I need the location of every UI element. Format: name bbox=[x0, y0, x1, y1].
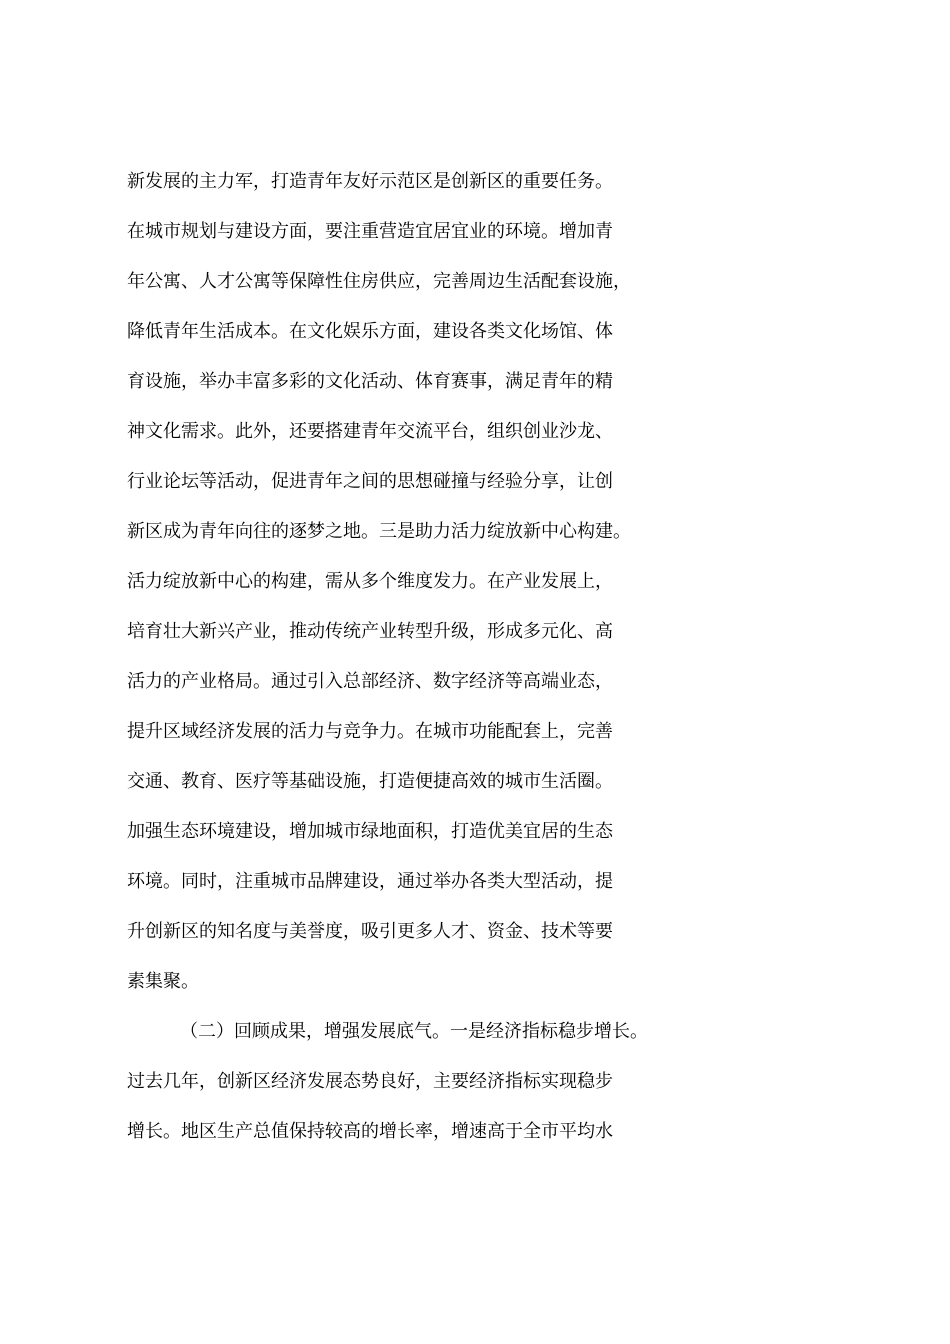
text-line: 育设施，举办丰富多彩的文化活动、体育赛事，满足青年的精 bbox=[127, 371, 613, 392]
text-line: 交通、教育、医疗等基础设施，打造便捷高效的城市生活圈。 bbox=[127, 771, 613, 792]
text-line: 神文化需求。此外，还要搭建青年交流平台，组织创业沙龙、 bbox=[127, 421, 613, 442]
text-line: 素集聚。 bbox=[127, 971, 199, 992]
text-line: 在城市规划与建设方面，要注重营造宜居宜业的环境。增加青 bbox=[127, 221, 613, 242]
section-heading-line: （二）回顾成果，增强发展底气。一是经济指标稳步增长。 bbox=[180, 1021, 648, 1042]
text-line: 活力绽放新中心的构建，需从多个维度发力。在产业发展上， bbox=[127, 571, 613, 592]
text-line: 年公寓、人才公寓等保障性住房供应，完善周边生活配套设施， bbox=[127, 271, 631, 292]
text-line: 活力的产业格局。通过引入总部经济、数字经济等高端业态， bbox=[127, 671, 613, 692]
text-line: 升创新区的知名度与美誉度，吸引更多人才、资金、技术等要 bbox=[127, 921, 613, 942]
text-line: 降低青年生活成本。在文化娱乐方面，建设各类文化场馆、体 bbox=[127, 321, 613, 342]
text-line: 培育壮大新兴产业，推动传统产业转型升级，形成多元化、高 bbox=[127, 621, 613, 642]
text-line: 新发展的主力军，打造青年友好示范区是创新区的重要任务。 bbox=[127, 171, 613, 192]
text-line: 提升区域经济发展的活力与竞争力。在城市功能配套上，完善 bbox=[127, 721, 613, 742]
text-line: 环境。同时，注重城市品牌建设，通过举办各类大型活动，提 bbox=[127, 871, 613, 892]
text-line: 新区成为青年向往的逐梦之地。三是助力活力绽放新中心构建。 bbox=[127, 521, 631, 542]
text-line: 增长。地区生产总值保持较高的增长率，增速高于全市平均水 bbox=[127, 1121, 613, 1142]
text-line: 加强生态环境建设，增加城市绿地面积，打造优美宜居的生态 bbox=[127, 821, 613, 842]
text-line: 行业论坛等活动，促进青年之间的思想碰撞与经验分享，让创 bbox=[127, 471, 613, 492]
body-text bbox=[127, 157, 867, 1157]
text-line: 过去几年，创新区经济发展态势良好，主要经济指标实现稳步 bbox=[127, 1071, 613, 1092]
